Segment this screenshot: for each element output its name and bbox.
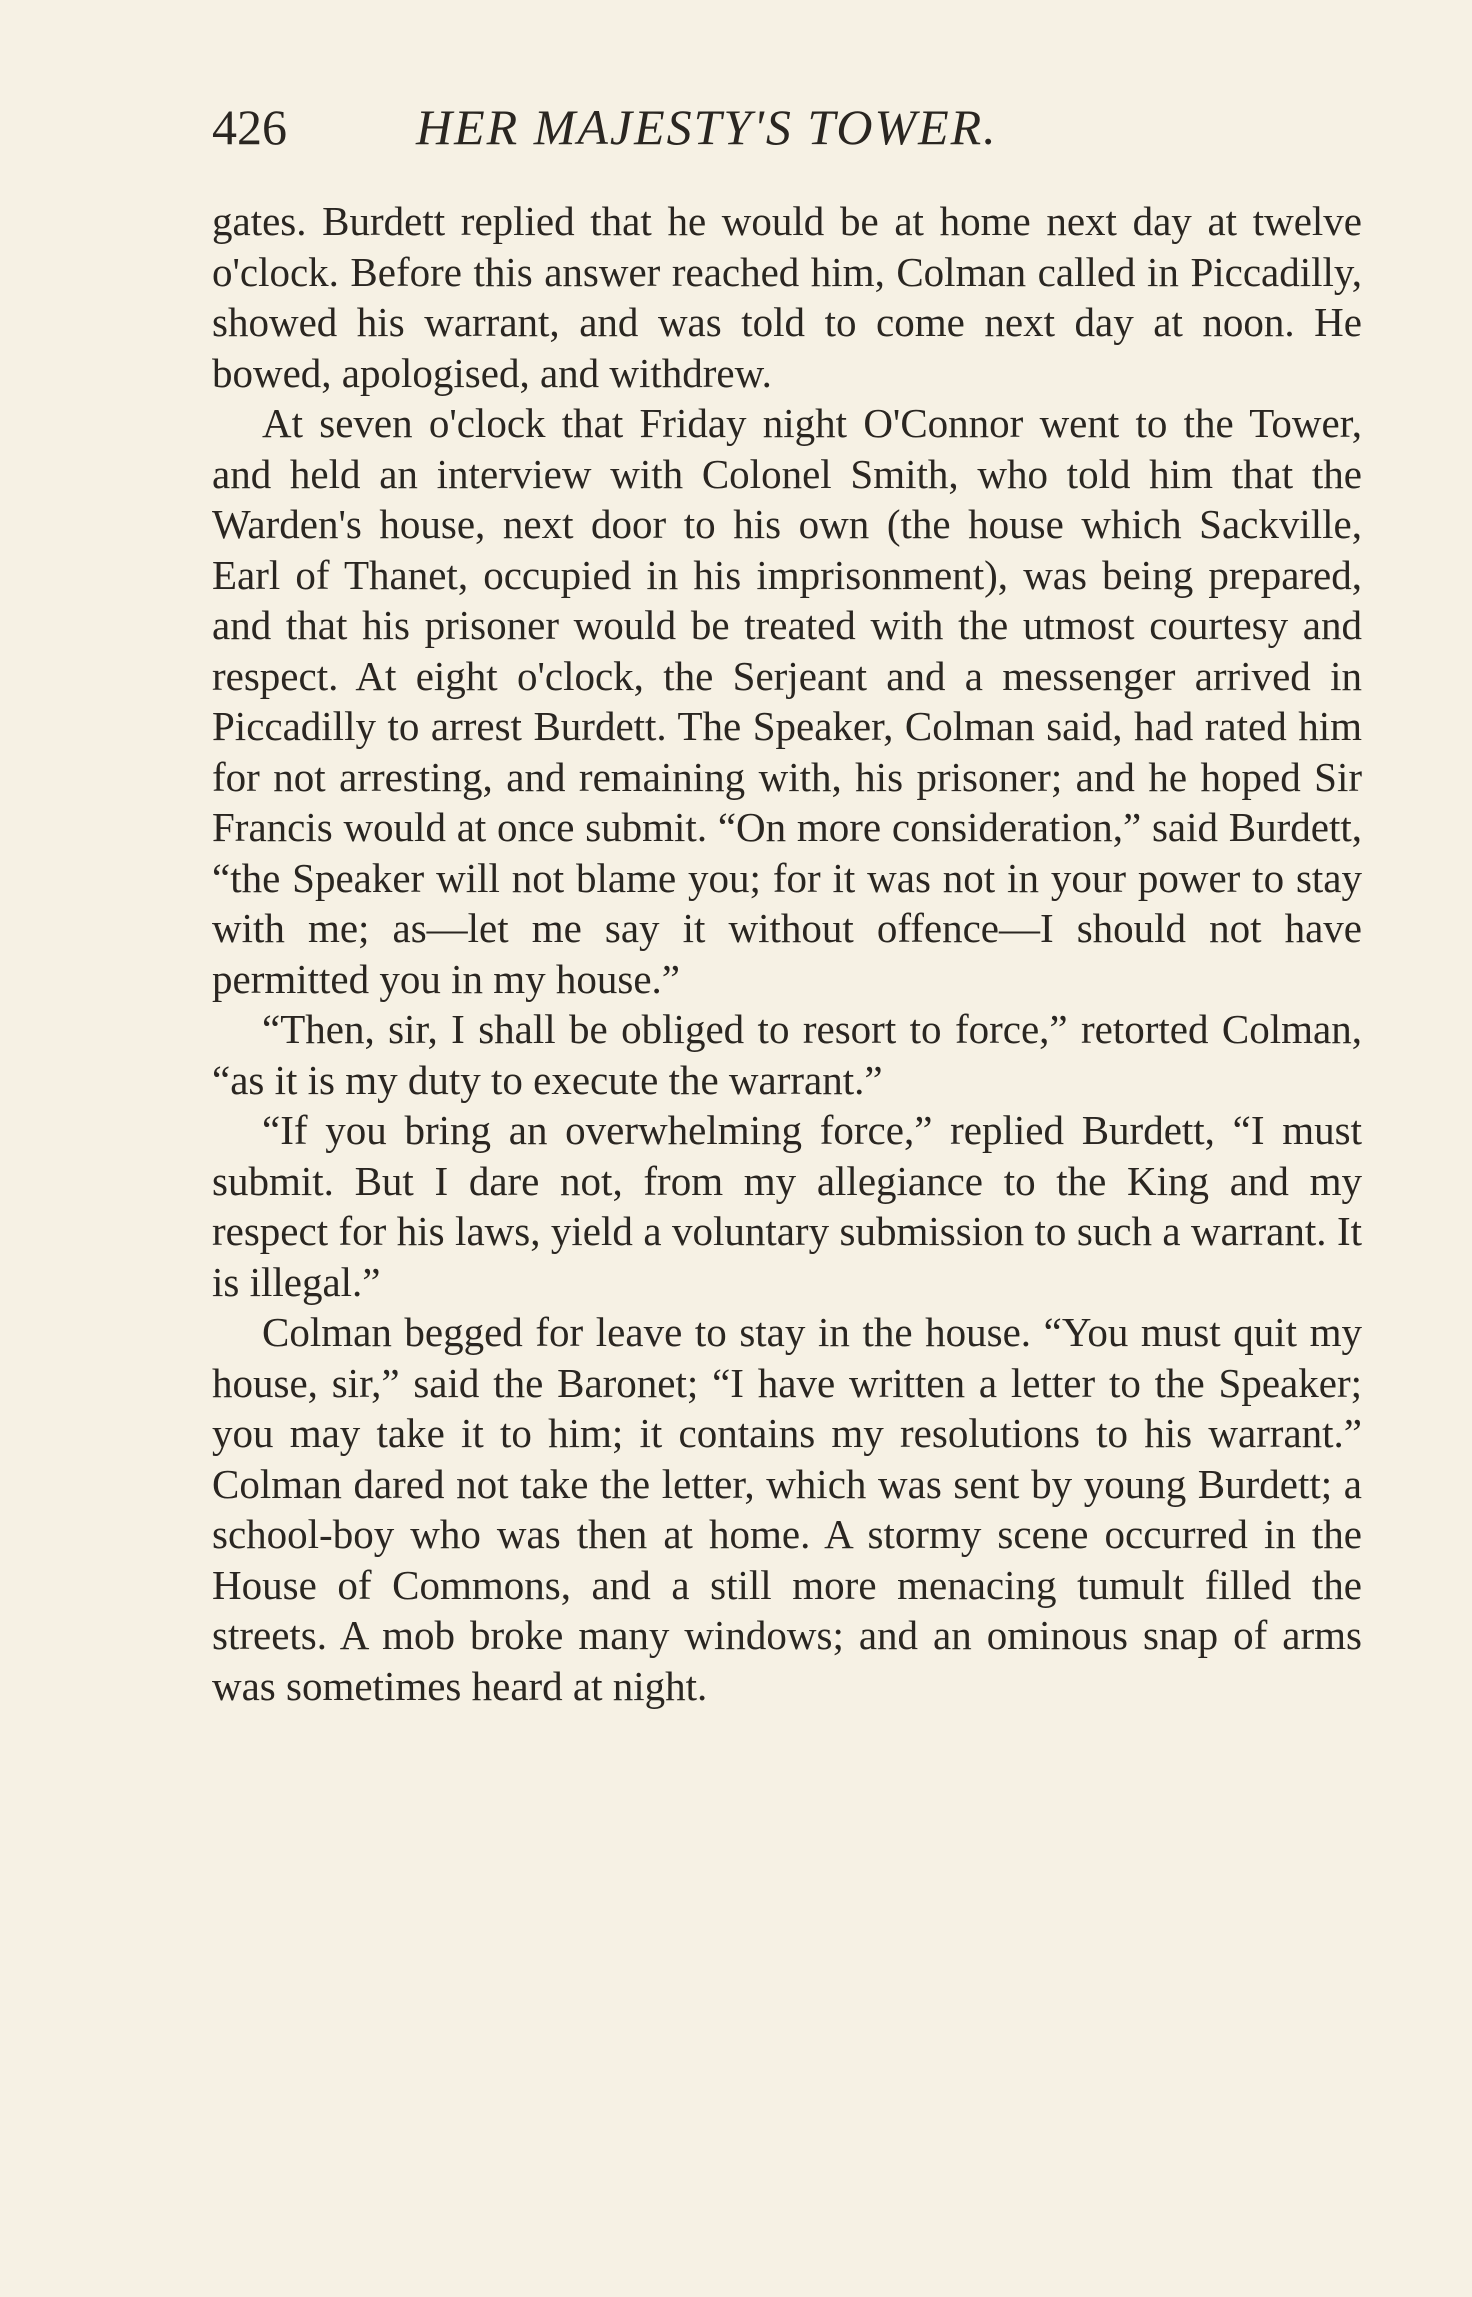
paragraph-burdett-submit: “If you bring an overwhelming force,” replied Burdett, “I must submit. But I dare not, from my allegiance to the King and my respect for his laws, yield a voluntary submission to such a warrant. It is illegal.” (212, 1107, 1362, 1305)
paragraph-colman-force: “Then, sir, I shall be obliged to resort to force,” retorted Colman, “as it is my duty to execute the warrant.” (212, 1006, 1362, 1103)
paragraph-oconnor-tower: At seven o'clock that Friday night O'Connor went to the Tower, and held an interview with Colonel Smith, who told him that the Warden's house, next door to his own (the house which Sackville, Earl of Thanet, occupied in his imprisonment), was being prepared, and that his prisoner would be treated with the utmost courtesy and respect. At eight o'clock, the Serjeant and a messenger arrived in Piccadilly to arrest Burdett. The Speaker, Colman said, had rated him for not arresting, and remaining with, his prisoner; and he hoped Sir Francis would at once submit. “On more consideration,” said Burdett, “the Speaker will not blame you; for it was not in your power to stay with me; as—let me say it without offence—I should not have permitted you in my house.” (212, 400, 1362, 1002)
page-number: 426 (212, 99, 287, 155)
running-title: HER MAJESTY'S TOWER. (416, 99, 998, 155)
paragraph-colman-leave: Colman begged for leave to stay in the house. “You must quit my house, sir,” said the Baronet; “I have written a letter to the Speaker; you may take it to him; it contains my resolutions to his warrant.” Colman dared not take the letter, which was sent by young Burdett; a school-boy who was then at home. A stormy scene occurred in the House of Commons, and a still more menacing tumult filled the streets. A mob broke many windows; and an ominous snap of arms was sometimes heard at night. (212, 1309, 1362, 1709)
paragraph-continuation: gates. Burdett replied that he would be at home next day at twelve o'clock. Before this answer reached him, Colman called in Piccadilly, showed his warrant, and was told to come next day at noon. He bowed, apologised, and withdrew. (212, 198, 1362, 396)
page-header (212, 92, 1362, 162)
body-text (212, 196, 1362, 1711)
